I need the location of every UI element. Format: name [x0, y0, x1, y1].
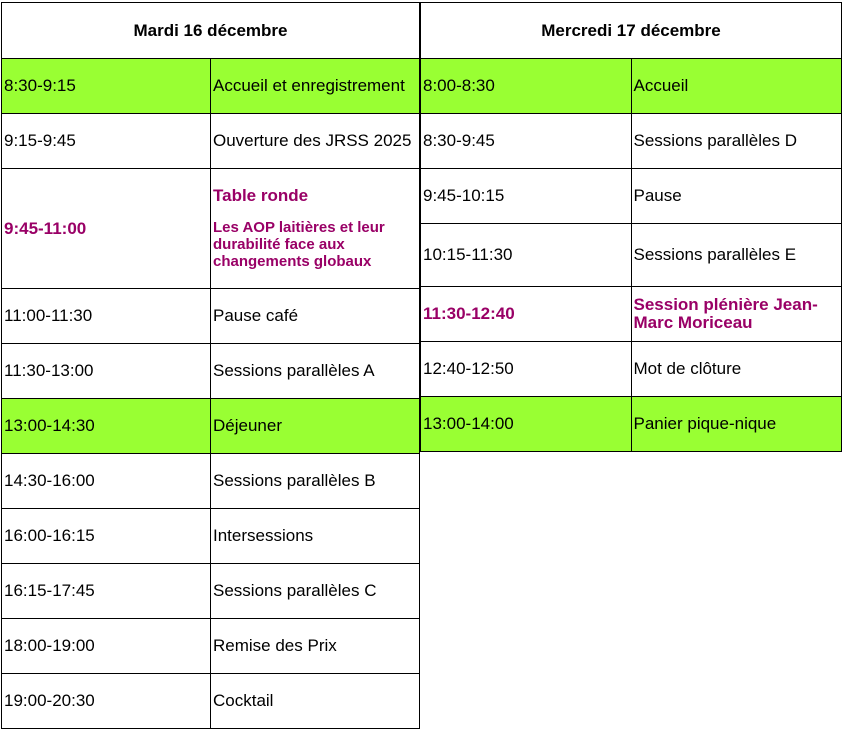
table-row — [421, 287, 842, 342]
time-cell: 10:15-11:30 — [421, 224, 632, 287]
time-cell: 11:00-11:30 — [2, 289, 211, 344]
time-cell: 9:15-9:45 — [2, 114, 211, 169]
day2-table — [420, 2, 842, 452]
activity-cell: Déjeuner — [211, 399, 420, 454]
table-row — [2, 399, 420, 454]
activity-cell: Sessions parallèles B — [211, 454, 420, 509]
activity-cell: Session plénière Jean-Marc Moriceau — [631, 287, 842, 342]
activity-cell: Sessions parallèles D — [631, 114, 842, 169]
activity-cell: Sessions parallèles E — [631, 224, 842, 287]
table-row — [2, 289, 420, 344]
table-row — [2, 564, 420, 619]
table-row — [2, 509, 420, 564]
table-row — [2, 344, 420, 399]
time-cell: 16:00-16:15 — [2, 509, 211, 564]
time-cell: 9:45-11:00 — [2, 169, 211, 289]
activity-cell: Ouverture des JRSS 2025 — [211, 114, 420, 169]
time-cell: 11:30-12:40 — [421, 287, 632, 342]
time-cell: 12:40-12:50 — [421, 342, 632, 397]
time-cell: 13:00-14:00 — [421, 397, 632, 452]
table-row — [421, 59, 842, 114]
time-cell: 14:30-16:00 — [2, 454, 211, 509]
activity-cell: Pause café — [211, 289, 420, 344]
day2-header: Mercredi 17 décembre — [421, 3, 842, 59]
time-cell: 13:00-14:30 — [2, 399, 211, 454]
activity-cell: Cocktail — [211, 674, 420, 729]
time-cell: 16:15-17:45 — [2, 564, 211, 619]
table-row — [2, 619, 420, 674]
activity-cell — [211, 169, 420, 289]
table-row — [421, 114, 842, 169]
table-row — [2, 674, 420, 729]
activity-cell: Intersessions — [211, 509, 420, 564]
time-cell: 18:00-19:00 — [2, 619, 211, 674]
activity-cell: Accueil et enregistrement — [211, 59, 420, 114]
activity-cell: Sessions parallèles C — [211, 564, 420, 619]
time-cell: 8:30-9:15 — [2, 59, 211, 114]
day2-schedule — [420, 2, 842, 452]
day1-header: Mardi 16 décembre — [2, 3, 420, 59]
table-row — [421, 169, 842, 224]
roundtable-title: Table ronde — [213, 186, 309, 205]
day1-table — [1, 2, 420, 729]
table-row — [2, 169, 420, 289]
roundtable-subtitle: Les AOP laitières et leur durabilité face aux changements globaux — [213, 219, 385, 270]
table-row — [421, 397, 842, 452]
table-row — [421, 224, 842, 287]
table-row — [2, 114, 420, 169]
activity-cell: Sessions parallèles A — [211, 344, 420, 399]
table-row — [421, 342, 842, 397]
time-cell: 19:00-20:30 — [2, 674, 211, 729]
activity-cell: Mot de clôture — [631, 342, 842, 397]
table-row — [2, 454, 420, 509]
activity-cell: Pause — [631, 169, 842, 224]
time-cell: 9:45-10:15 — [421, 169, 632, 224]
activity-cell: Accueil — [631, 59, 842, 114]
time-cell: 8:00-8:30 — [421, 59, 632, 114]
time-cell: 11:30-13:00 — [2, 344, 211, 399]
day1-schedule — [1, 2, 420, 729]
time-cell: 8:30-9:45 — [421, 114, 632, 169]
activity-cell: Panier pique-nique — [631, 397, 842, 452]
table-row — [2, 59, 420, 114]
activity-cell: Remise des Prix — [211, 619, 420, 674]
